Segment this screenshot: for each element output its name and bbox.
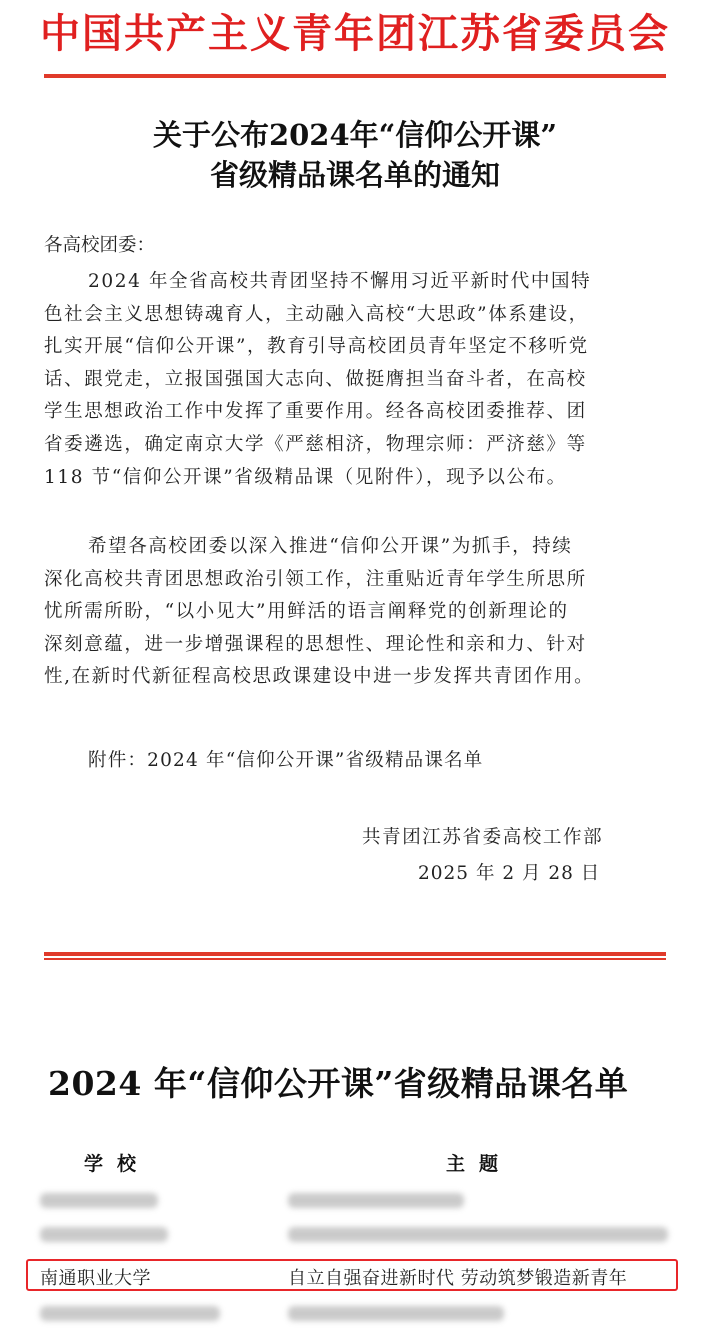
signature-date: 2025 年 2 月 28 日 [418,863,601,884]
paragraph-line: 忧所需所盼，“以小见大”用鲜活的语言阐释党的创新理论的 [44,601,569,623]
signature-organization: 共青团江苏省委高校工作部 [362,827,604,848]
letterhead-red-rule [44,74,666,78]
redacted-topic-cell [288,1227,668,1242]
highlighted-table-row [26,1259,678,1291]
paragraph-2 [44,531,666,694]
school-cell: 南通职业大学 [40,1268,151,1289]
footer-red-rule [44,952,666,956]
notice-title-line-1: 关于公布2024年“信仰公开课” [152,118,558,152]
list-title: 2024 年“信仰公开课”省级精品课名单 [48,1064,629,1103]
topic-cell: 自立自强奋进新时代 劳动筑梦锻造新青年 [288,1268,628,1289]
redacted-topic-cell [288,1193,464,1208]
redacted-school-cell [40,1306,220,1321]
attachment-note: 附件：2024 年“信仰公开课”省级精品课名单 [88,750,484,771]
notice-title-line-2: 省级精品课名单的通知 [209,158,500,192]
footer-red-rule-thin [44,958,666,960]
paragraph-line: 话、跟党走，立报国强国大志向、做挺膺担当奋斗者，在高校 [44,368,587,390]
paragraph-line: 118 节“信仰公开课”省级精品课（见附件），现予以公布。 [44,466,567,488]
redacted-school-cell [40,1227,168,1242]
paragraph-line: 色社会主义思想铸魂育人，主动融入高校“大思政”体系建设， [44,303,589,325]
paragraph-line: 学生思想政治工作中发挥了重要作用。经各高校团委推荐、团 [44,401,587,423]
paragraph-line: 扎实开展“信仰公开课”，教育引导高校团员青年坚定不移听党 [44,336,589,358]
paragraph-line: 省委遴选，确定南京大学《严慈相济，物理宗师：严济慈》等 [44,433,587,455]
paragraph-line: 2024 年全省高校共青团坚持不懈用习近平新时代中国特 [88,271,592,292]
redacted-school-cell [40,1193,158,1208]
salutation: 各高校团委： [44,235,156,256]
paragraph-line: 深刻意蕴，进一步增强课程的思想性、理论性和亲和力、针对 [44,633,587,655]
paragraph-1 [44,266,666,494]
letterhead-title: 中国共产主义青年团江苏省委员会 [40,10,670,57]
column-header-topic: 主题 [446,1153,513,1175]
paragraph-line: 希望各高校团委以深入推进“信仰公开课”为抓手，持续 [88,536,573,557]
column-header-school: 学校 [84,1153,151,1175]
paragraph-line: 深化高校共青团思想政治引领工作，注重贴近青年学生所思所 [44,568,587,590]
paragraph-line: 性,在新时代新征程高校思政课建设中进一步发挥共青团作用。 [44,666,595,688]
redacted-topic-cell [288,1306,504,1321]
